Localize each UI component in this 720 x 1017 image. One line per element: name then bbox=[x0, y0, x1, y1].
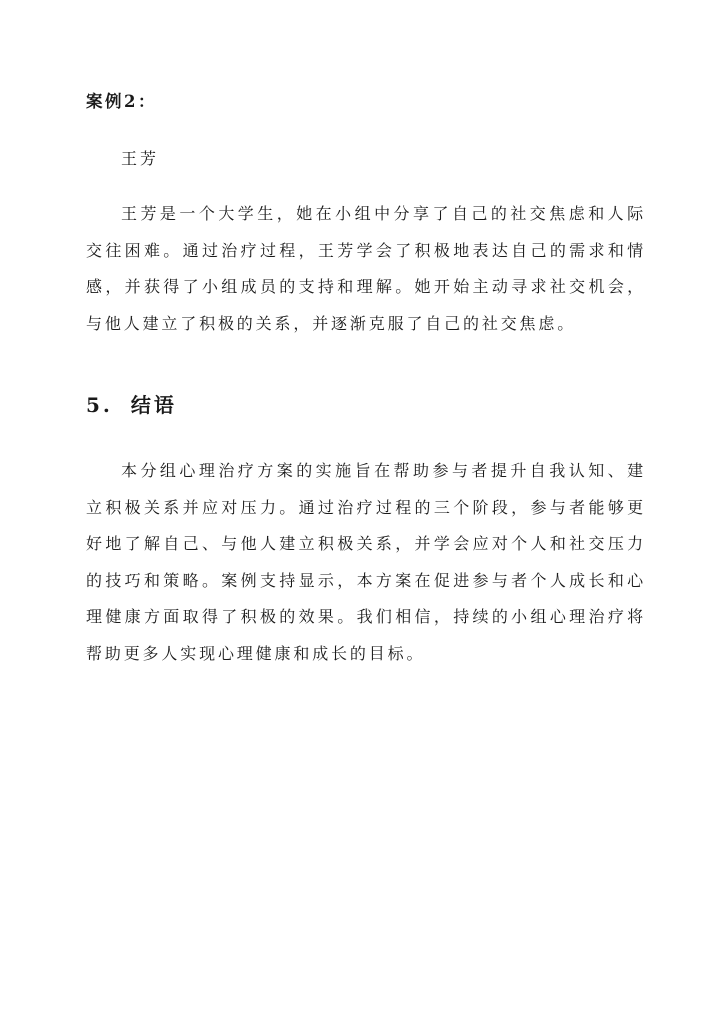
section-number: 5. bbox=[86, 393, 113, 417]
case-subject-name: 王芳 bbox=[121, 149, 160, 168]
case-paragraph: 王芳是一个大学生，她在小组中分享了自己的社交焦虑和人际交往困难。通过治疗过程，王芳学会了积极地表达自己的需求和情感，并获得了小组成员的支持和理解。她开始主动寻求社交机会，与他人建立了积极的关系，并逐渐克服了自己的社交焦虑。 bbox=[86, 204, 646, 333]
section-heading bbox=[86, 389, 177, 421]
conclusion-paragraph: 本分组心理治疗方案的实施旨在帮助参与者提升自我认知、建立积极关系并应对压力。通过治疗过程的三个阶段，参与者能够更好地了解自己、与他人建立积极关系，并学会应对个人和社交压力的技巧和策略。案例支持显示，本方案在促进参与者个人成长和心理健康方面取得了积极的效果。我们相信，持续的小组心理治疗将帮助更多人实现心理健康和成长的目标。 bbox=[86, 461, 646, 663]
section-title: 结语 bbox=[130, 393, 177, 417]
case-heading: 案例2： bbox=[86, 92, 157, 111]
